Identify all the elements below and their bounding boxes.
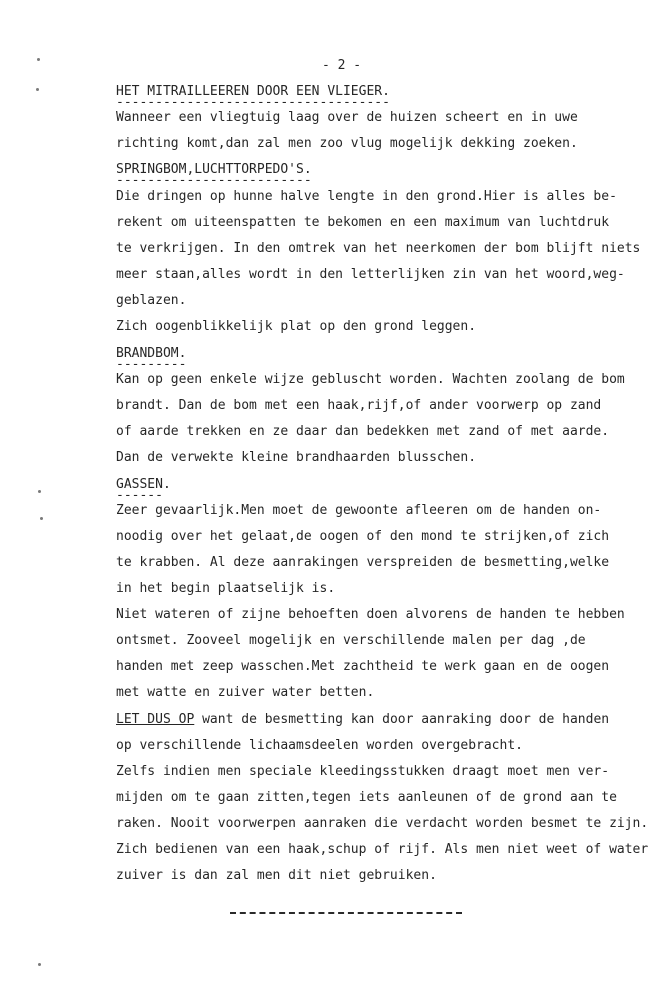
body-line: noodig over het gelaat,de oogen of den mond te strijken,of zich: [116, 529, 610, 544]
body-line: Zich bedienen van een haak,schup of rijf. Als men niet weet of water: [116, 842, 649, 857]
body-line: richting komt,dan zal men zoo vlug mogelijk dekking zoeken.: [116, 136, 578, 151]
heading-underline: -----------------------------------: [116, 95, 390, 110]
body-line: meer staan,alles wordt in den letterlijken zin van het woord,weg-: [116, 267, 625, 282]
body-line: Zelfs indien men speciale kleedingsstukken draagt moet men ver-: [116, 764, 610, 779]
page-number: - 2 -: [322, 58, 362, 73]
emphasis-continuation: want de besmetting kan door aanraking door de handen: [194, 712, 610, 727]
heading-underline: ------: [116, 488, 163, 503]
body-line: ontsmet. Zooveel mogelijk en verschillende malen per dag ,de: [116, 633, 586, 648]
body-line: zuiver is dan zal men dit niet gebruiken.: [116, 868, 437, 883]
emphasis-let-dus-op: LET DUS OP: [116, 712, 195, 727]
body-line: rekent om uiteenspatten te bekomen en een maximum van luchtdruk: [116, 215, 610, 230]
paper-speck: [40, 517, 43, 520]
body-line: handen met zeep wasschen.Met zachtheid te werk gaan en de oogen: [116, 659, 610, 674]
paper-speck: [37, 58, 40, 61]
heading-underline: -------------------------: [116, 173, 312, 188]
body-line: Zeer gevaarlijk.Men moet de gewoonte afleeren om de handen on-: [116, 503, 602, 518]
body-line: op verschillende lichaamsdeelen worden overgebracht.: [116, 738, 523, 753]
heading-mitrailleeren: HET MITRAILLEEREN DOOR EEN VLIEGER.: [116, 84, 390, 99]
body-line: geblazen.: [116, 293, 187, 308]
body-line-emphasis: [116, 712, 609, 728]
body-line: te verkrijgen. In den omtrek van het neerkomen der bom blijft niets: [116, 241, 641, 256]
body-line: Niet wateren of zijne behoeften doen alvorens de handen te hebben: [116, 607, 625, 622]
body-line: te krabben. Al deze aanrakingen verspreiden de besmetting,welke: [116, 555, 610, 570]
body-line: Die dringen op hunne halve lengte in den grond.Hier is alles be-: [116, 189, 617, 204]
body-line: mijden om te gaan zitten,tegen iets aanleunen of de grond aan te: [116, 790, 617, 805]
heading-gassen: GASSEN.: [116, 477, 171, 492]
body-line: Zich oogenblikkelijk plat op den grond leggen.: [116, 319, 477, 334]
paper-speck: [38, 963, 41, 966]
body-line: Dan de verwekte kleine brandhaarden blusschen.: [116, 450, 477, 465]
body-line: met watte en zuiver water betten.: [116, 685, 375, 700]
body-line: raken. Nooit voorwerpen aanraken die verdacht worden besmet te zijn.: [116, 816, 649, 831]
body-line: brandt. Dan de bom met een haak,rijf,of ander voorwerp op zand: [116, 398, 602, 413]
closing-divider: [230, 912, 462, 914]
body-line: in het begin plaatselijk is.: [116, 581, 336, 596]
body-line: of aarde trekken en ze daar dan bedekken met zand of met aarde.: [116, 424, 610, 439]
heading-underline: ---------: [116, 357, 187, 372]
body-line: Kan op geen enkele wijze gebluscht worden. Wachten zoolang de bom: [116, 372, 625, 387]
body-line: Wanneer een vliegtuig laag over de huizen scheert en in uwe: [116, 110, 578, 125]
heading-brandbom: BRANDBOM.: [116, 346, 187, 361]
paper-speck: [38, 490, 41, 493]
heading-springbom: SPRINGBOM,LUCHTTORPEDO'S.: [116, 162, 312, 177]
paper-speck: [36, 88, 39, 91]
